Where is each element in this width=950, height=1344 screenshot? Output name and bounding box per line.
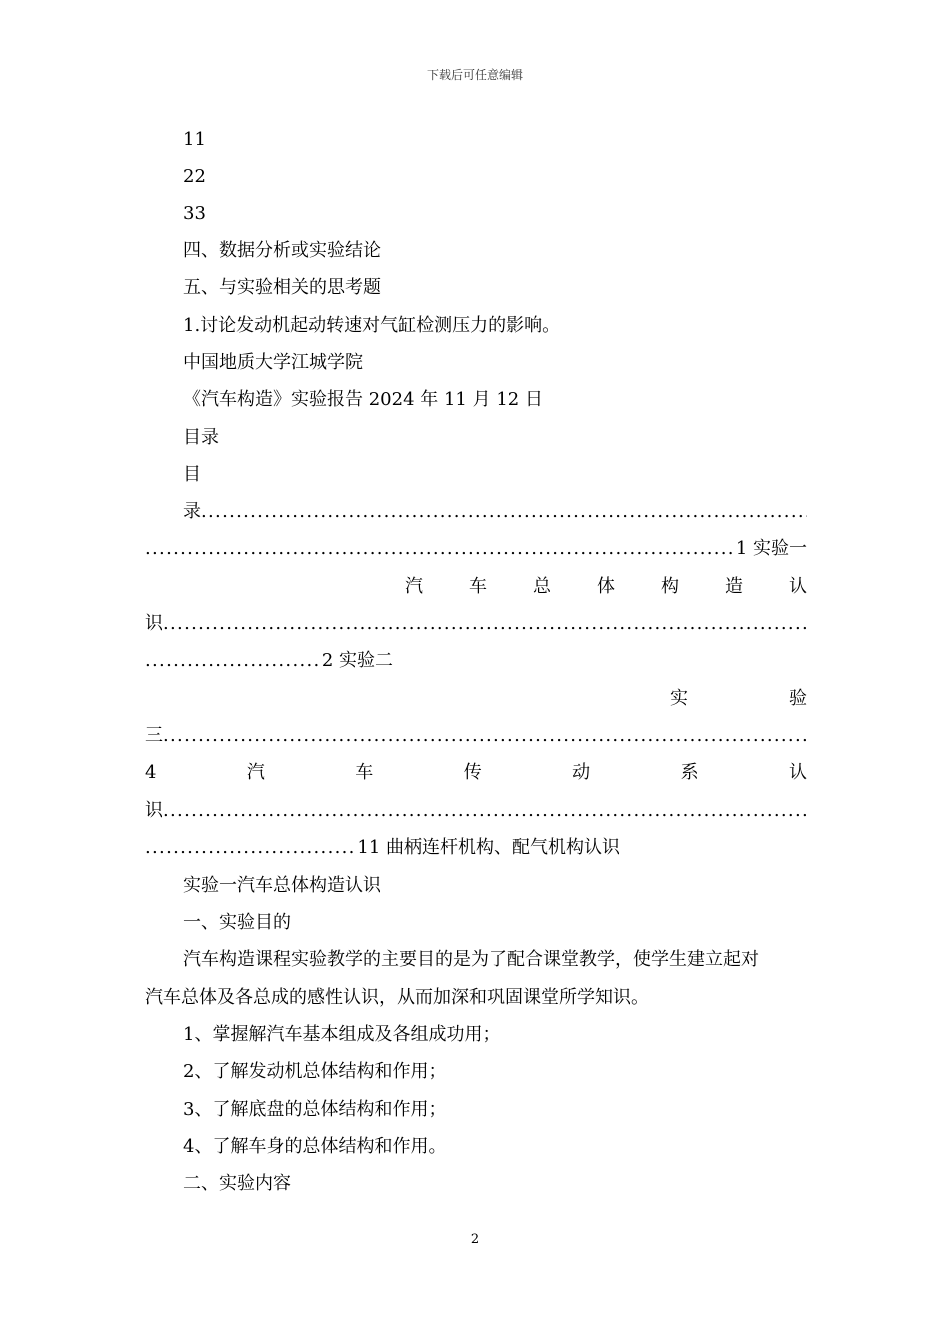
toc-line xyxy=(145,762,807,784)
toc-line xyxy=(145,837,620,859)
paragraph-line: 汽车总体及各总成的感性认识，从而加深和巩固课堂所学知识。 xyxy=(145,987,649,1008)
text-line: 11 xyxy=(183,129,206,150)
report-title: 《汽车构造》实验报告 2024 年 11 月 12 日 xyxy=(183,389,543,410)
toc-leader-dots xyxy=(163,613,807,635)
toc-heading: 目 xyxy=(183,464,201,485)
toc-line xyxy=(670,688,807,710)
toc-line xyxy=(405,576,807,598)
toc-line xyxy=(145,800,807,822)
text-line: 33 xyxy=(183,203,206,224)
paragraph-line: 汽车构造课程实验教学的主要目的是为了配合课堂教学，使学生建立起对 xyxy=(183,949,759,970)
toc-char: 动 xyxy=(572,762,591,783)
toc-text: 1 实验一 xyxy=(735,538,807,559)
toc-char: 车 xyxy=(469,576,487,597)
toc-text: 11 曲柄连杆机构、配气机构认识 xyxy=(357,837,620,858)
section-heading: 四、数据分析或实验结论 xyxy=(183,240,381,261)
list-item: 3、了解底盘的总体结构和作用； xyxy=(183,1099,447,1120)
toc-char: 验 xyxy=(789,688,807,709)
page-number: 2 xyxy=(470,1232,480,1247)
toc-text: 录 xyxy=(183,501,201,522)
institution-name: 中国地质大学江城学院 xyxy=(183,352,363,373)
toc-text: 三 xyxy=(145,725,163,746)
toc-char: 认 xyxy=(788,762,807,783)
toc-char: 实 xyxy=(670,688,688,709)
toc-char: 构 xyxy=(661,576,679,597)
toc-char: 汽 xyxy=(405,576,423,597)
toc-leader-dots xyxy=(163,800,807,822)
toc-line xyxy=(145,725,807,747)
toc-char: 造 xyxy=(725,576,743,597)
toc-text: 2 实验二 xyxy=(321,650,393,671)
section-heading: 二、实验内容 xyxy=(183,1173,291,1194)
toc-leader-dots xyxy=(163,725,807,747)
list-item: 4、了解车身的总体结构和作用。 xyxy=(183,1136,447,1157)
list-item: 1、掌握解汽车基本组成及各组成功用； xyxy=(183,1024,501,1045)
toc-line xyxy=(145,613,807,635)
toc-text: 识 xyxy=(145,800,163,821)
toc-line xyxy=(183,501,807,523)
toc-line xyxy=(145,538,807,560)
toc-char: 认 xyxy=(789,576,807,597)
toc-leader-dots xyxy=(145,538,736,560)
toc-title: 目录 xyxy=(183,427,219,448)
toc-line xyxy=(145,650,393,672)
toc-char: 车 xyxy=(355,762,374,783)
toc-char: 体 xyxy=(597,576,615,597)
toc-char: 4 xyxy=(145,762,157,783)
section-heading: 五、与实验相关的思考题 xyxy=(183,277,381,298)
toc-char: 汽 xyxy=(246,762,265,783)
toc-leader-dots xyxy=(201,501,807,523)
toc-leader-dots xyxy=(145,650,322,672)
toc-char: 传 xyxy=(463,762,482,783)
page-header: 下载后可任意编辑 xyxy=(426,68,523,82)
toc-text: 识 xyxy=(145,613,163,634)
list-item: 2、了解发动机总体结构和作用； xyxy=(183,1061,447,1082)
toc-leader-dots xyxy=(145,837,357,859)
question-item: 1.讨论发动机起动转速对气缸检测压力的影响。 xyxy=(183,315,561,336)
toc-char: 系 xyxy=(680,762,699,783)
experiment-title: 实验一汽车总体构造认识 xyxy=(183,875,381,896)
section-heading: 一、实验目的 xyxy=(183,912,291,933)
text-line: 22 xyxy=(183,166,206,187)
toc-char: 总 xyxy=(533,576,551,597)
